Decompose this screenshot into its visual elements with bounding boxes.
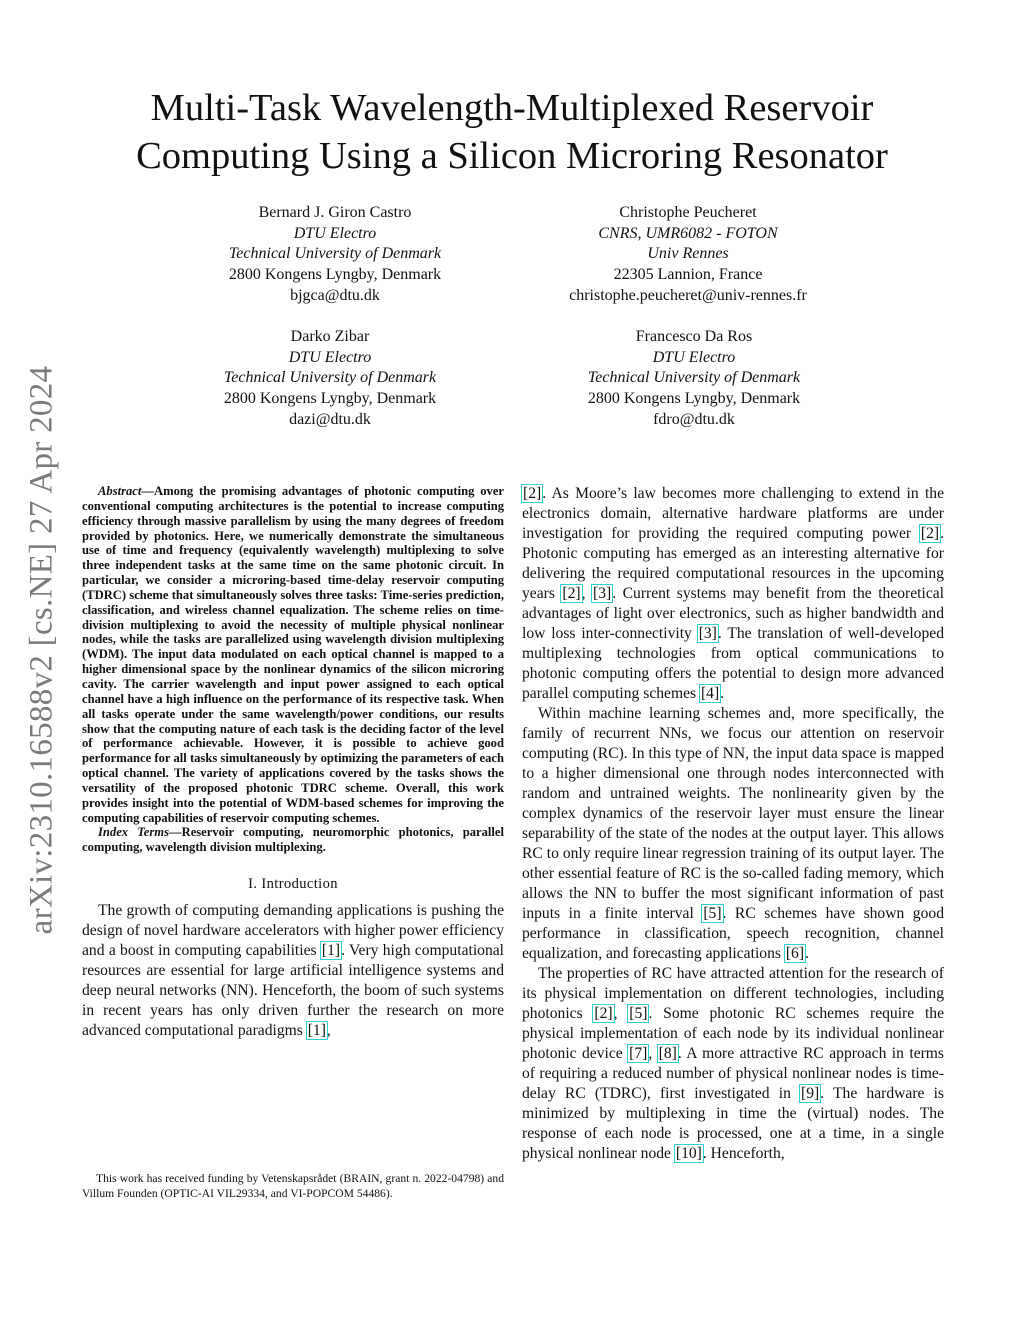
- author-institution: Technical University of Denmark: [587, 369, 801, 387]
- author-address: 22305 Lannion, France: [613, 266, 763, 284]
- title-line-1: Multi-Task Wavelength-Multiplexed Reservoir: [150, 87, 874, 129]
- citation-link[interactable]: [2]: [594, 1005, 613, 1022]
- citation-link[interactable]: [3]: [698, 625, 717, 642]
- arxiv-sidebar: [14, 350, 70, 950]
- author-email: dazi@dtu.dk: [289, 410, 371, 428]
- intro-paragraph-continued: [522, 484, 944, 704]
- right-column: [522, 484, 944, 1164]
- author-institution: Technical University of Denmark: [223, 369, 437, 387]
- text-run: . Henceforth,: [702, 1145, 785, 1162]
- text-run: The growth of computing demanding applications is pushing the design of novel hardware accelerators with higher power efficiency and a boost in computing capabilities: [82, 902, 504, 960]
- text-run: . A more attractive RC approach in terms of requiring a reduced number of physical nonlinear nodes is time-delay RC (TDRC), first investigated in: [522, 1045, 945, 1102]
- reservoir-computing-paragraph: [522, 704, 944, 964]
- author-name: Christophe Peucheret: [619, 204, 757, 221]
- citation-link[interactable]: [1]: [307, 1022, 326, 1040]
- intro-paragraph: [82, 901, 504, 1041]
- text-run: The properties of RC have attracted attention for the research of its physical implementation on different technologies, including photonics: [522, 965, 944, 1022]
- text-run: . Some photonic RC schemes require the physical implementation of each node by its individual nonlinear photonic device: [522, 1005, 944, 1062]
- index-terms-label: Index Terms: [98, 825, 169, 840]
- author-institution: Univ Rennes: [647, 245, 729, 263]
- citation-link[interactable]: [8]: [658, 1045, 677, 1062]
- author-block-1: [185, 203, 485, 307]
- author-department: DTU Electro: [288, 348, 372, 366]
- author-name: Francesco Da Ros: [635, 328, 753, 345]
- arxiv-identifier: arXiv:2310.16588v2 [cs.NE] 27 Apr 2024: [23, 365, 60, 935]
- author-block-2: [538, 203, 838, 307]
- abstract-label: Abstract: [98, 484, 142, 498]
- text-run: . Current systems may benefit from the theoretical advantages of light over electronics, such as higher bandwidth and low loss inter-connectivity: [522, 585, 945, 642]
- text-run: .: [805, 945, 809, 962]
- text-run: ,: [648, 1045, 658, 1062]
- text-run: . As Moore’s law becomes more challenging to extend in the electronics domain, alternative hardware platforms are under investigation for providing the required computing power: [522, 485, 944, 542]
- citation-link[interactable]: [2]: [562, 585, 581, 602]
- author-email: fdro@dtu.dk: [653, 410, 735, 428]
- author-institution: Technical University of Denmark: [228, 245, 442, 263]
- physical-rc-paragraph: [522, 964, 944, 1164]
- text-run: . Photonic computing has emerged as an interesting alternative for delivering the required computational resources in the upcoming years: [522, 525, 944, 602]
- author-address: 2800 Kongens Lyngby, Denmark: [228, 266, 442, 284]
- text-run: Within machine learning schemes and, more specifically, the family of recurrent NNs, we focus our attention on reservoir computing (RC). In this type of NN, the input data space is mapped to a higher dimensional one through nodes interconnected with random and untrained weights. The nonlinearity given by the complex dynamics of the reservoir layer must ensure the linear separability of the state of the nodes at the output layer. This allows RC to only require linear regression training of its output layer. The other essential feature of RC is the so-called fading memory, which allows the NN to buffer the most significant information of past inputs in a finite interval: [522, 705, 944, 922]
- citation-link[interactable]: [7]: [629, 1045, 648, 1062]
- text-run: ,: [326, 1022, 331, 1040]
- citation-link[interactable]: [2]: [523, 485, 542, 502]
- author-block-4: [544, 327, 844, 431]
- text-run: . Very high computational resources are essential for large artificial intelligence systems and deep neural networks (NN). Henceforth, the boom of such systems in recent years has only driven further the research on more advanced computational paradigms: [82, 942, 504, 1040]
- text-run: .: [720, 685, 725, 702]
- citation-link[interactable]: [9]: [801, 1085, 820, 1102]
- text-run: ,: [581, 585, 593, 602]
- author-address: 2800 Kongens Lyngby, Denmark: [223, 390, 437, 408]
- author-name: Darko Zibar: [290, 328, 370, 345]
- left-column: [82, 484, 504, 1041]
- title-line-2: Computing Using a Silicon Microring Resonator: [136, 135, 888, 177]
- author-address: 2800 Kongens Lyngby, Denmark: [587, 390, 801, 408]
- citation-link[interactable]: [5]: [703, 905, 722, 922]
- text-run: ,: [613, 1005, 629, 1022]
- abstract-text: —Among the promising advantages of photonic computing over conventional computing architectures is the potential to increase computing efficiency through massive parallelism by using the many degrees of freedom provided by photonics. Here, we numerically demonstrate the simultaneous use of time and frequency (equivalently wavelength) multiplexing to solve three independent tasks at the same time on the same photonic circuit. In particular, we consider a microring-based time-delay reservoir computing (TDRC) scheme that simultaneously solves three tasks: Time-series prediction, classification, and wireless channel equalization. The scheme relies on time-division multiplexing to avoid the necessity of multiple physical nonlinear nodes, while the tasks are parallelized using wavelength division multiplexing (WDM). The input data modulated on each optical channel is mapped to a higher dimensional space by the nonlinear dynamics of the silicon microring cavity. The carrier wavelength and input power assigned to each optical channel have a high influence on the performance of its respective task. When all tasks operate under the same wavelength/power conditions, our results show that the computing nature of each task is the deciding factor of the level of performance achievable. However, it is possible to achieve good performance for all tasks simultaneously by optimizing the parameters of each optical channel. The variety of applications covered by the tasks shows the versatility of the proposed photonic TDRC scheme. Overall, this work provides insight into the potential of WDM-based schemes for improving the computing capabilities of reservoir computing schemes.: [82, 484, 504, 825]
- author-block-3: [180, 327, 480, 431]
- author-name: Bernard J. Giron Castro: [258, 204, 412, 221]
- text-run: . The translation of well-developed multiplexing technologies from optical communications to photonic computing offers the potential to design more advanced parallel computing schemes: [522, 625, 944, 702]
- author-email: bjgca@dtu.dk: [290, 286, 380, 304]
- author-email: christophe.peucheret@univ-rennes.fr: [569, 286, 807, 304]
- citation-link[interactable]: [6]: [785, 945, 805, 962]
- abstract: [82, 484, 504, 825]
- author-department: CNRS, UMR6082 - FOTON: [598, 224, 778, 242]
- index-terms-text: —Reservoir computing, neuromorphic photonics, parallel computing, wavelength division multiplexing.: [82, 825, 504, 855]
- citation-link[interactable]: [2]: [920, 525, 940, 542]
- author-department: DTU Electro: [293, 224, 377, 242]
- section-heading-introduction: I. Introduction: [248, 876, 338, 893]
- citation-link[interactable]: [3]: [593, 585, 612, 602]
- text-run: . The hardware is minimized by multiplexing in time the (virtual) nodes. The response of each node is processed, one at a time, in a single physical nonlinear node: [522, 1085, 944, 1162]
- index-terms: [82, 825, 504, 855]
- citation-link[interactable]: [1]: [321, 942, 341, 960]
- paper-title: [60, 84, 964, 180]
- text-run: . RC schemes have shown good performance in classification, speech recognition, channel equalization, and forecasting applications: [522, 905, 944, 962]
- citation-link[interactable]: [10]: [675, 1145, 702, 1162]
- funding-footnote: This work has received funding by Vetenskapsrådet (BRAIN, grant n. 2022-04798) and Villum Founden (OPTIC-AI VIL29334, and VI-POPCOM 54486).: [82, 1172, 504, 1200]
- citation-link[interactable]: [5]: [629, 1005, 648, 1022]
- citation-link[interactable]: [4]: [700, 685, 720, 702]
- author-department: DTU Electro: [652, 348, 736, 366]
